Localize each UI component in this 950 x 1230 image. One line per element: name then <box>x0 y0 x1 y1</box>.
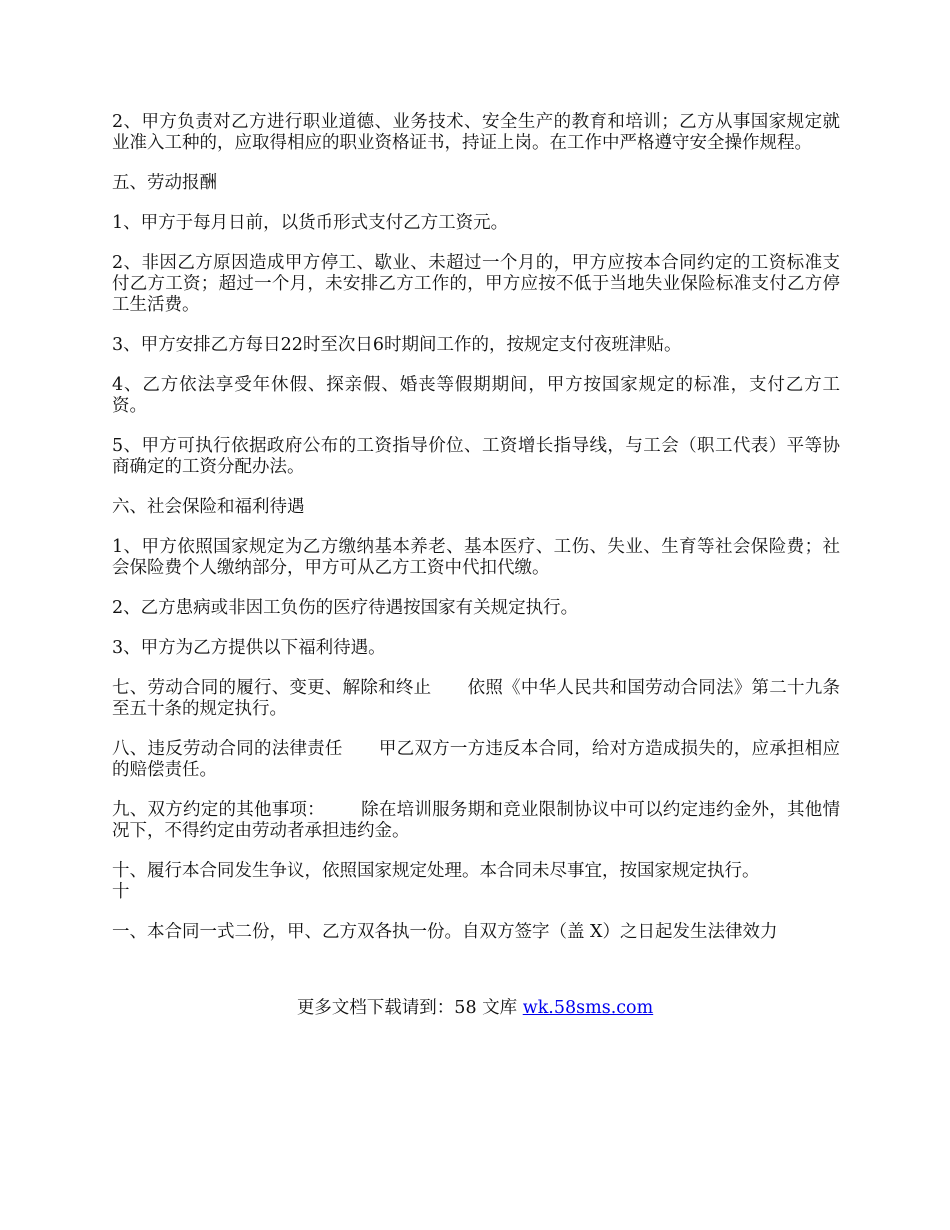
section-heading-social-insurance: 六、社会保险和福利待遇 <box>112 497 305 517</box>
paragraph-night-allowance: 3、甲方安排乙方每日22时至次日6时期间工作的，按规定支付夜班津贴。 <box>112 335 682 355</box>
document-body <box>112 112 840 962</box>
section-heading-remuneration: 五、劳动报酬 <box>112 173 217 193</box>
clause-11-prefix: 十 <box>112 882 130 902</box>
clause-7-body: 依照《中华人民共和国劳动合同法》第二十九条至五十条的规定执行。 <box>112 678 841 719</box>
paragraph-work-stoppage: 2、非因乙方原因造成甲方停工、歇业、未超过一个月的，甲方应按本合同约定的工资标准支付乙方工资；超过一个月，未安排乙方工作的，甲方应按不低于当地失业保险标准支付乙方停工生活费。 <box>112 253 840 315</box>
clause-8 <box>112 739 840 781</box>
clause-8-body: 甲乙双方一方违反本合同，给对方造成损失的，应承担相应的赔偿责任。 <box>112 739 841 780</box>
clause-11: 一、本合同一式二份，甲、乙方双各执一份。自双方签字（盖 X）之日起发生法律效力 <box>112 922 778 942</box>
clause-8-heading: 八、违反劳动合同的法律责任 <box>112 739 343 759</box>
clause-7 <box>112 678 840 720</box>
clause-9 <box>112 800 840 842</box>
download-footer <box>0 998 950 1019</box>
paragraph-welfare: 3、甲方为乙方提供以下福利待遇。 <box>112 638 386 658</box>
paragraph-training-clause: 2、甲方负责对乙方进行职业道德、业务技术、安全生产的教育和培训；乙方从事国家规定就业准入工种的，应取得相应的职业资格证书，持证上岗。在工作中严格遵守安全操作规程。 <box>112 112 840 153</box>
clause-7-heading: 七、劳动合同的履行、变更、解除和终止 <box>112 678 432 698</box>
footer-text: 更多文档下载请到：58 文库 <box>296 998 523 1018</box>
clause-9-heading: 九、双方约定的其他事项： <box>112 800 325 820</box>
paragraph-wage-distribution: 5、甲方可执行依据政府公布的工资指导价位、工资增长指导线，与工会（职工代表）平等协商确定的工资分配办法。 <box>112 436 840 477</box>
paragraph-medical-treatment: 2、乙方患病或非因工负伤的医疗待遇按国家有关规定执行。 <box>112 598 579 618</box>
paragraph-wage-payment: 1、甲方于每月日前，以货币形式支付乙方工资元。 <box>112 213 509 233</box>
footer-link[interactable]: wk.58sms.com <box>522 998 654 1018</box>
paragraph-leave-wages: 4、乙方依法享受年休假、探亲假、婚丧等假期期间，甲方按国家规定的标准，支付乙方工资。 <box>112 375 840 416</box>
clause-10: 十、履行本合同发生争议，依照国家规定处理。本合同未尽事宜，按国家规定执行。 <box>112 861 760 881</box>
paragraph-social-insurance: 1、甲方依照国家规定为乙方缴纳基本养老、基本医疗、工伤、失业、生育等社会保险费；社会保险费个人缴纳部分，甲方可从乙方工资中代扣代缴。 <box>112 537 840 578</box>
clause-9-body: 除在培训服务期和竞业限制协议中可以约定违约金外，其他情况下，不得约定由劳动者承担违约金。 <box>112 800 841 841</box>
